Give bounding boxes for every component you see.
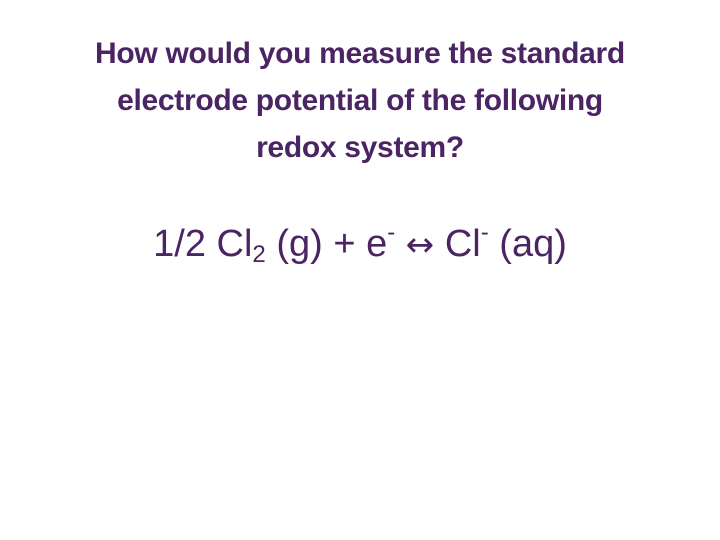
- equation-reactant-state: (g) + e: [265, 223, 388, 265]
- title-line-1: How would you measure the standard: [95, 37, 625, 70]
- product-charge: -: [480, 219, 489, 246]
- equation-product-state: (aq): [488, 223, 567, 265]
- electron-charge: -: [387, 219, 396, 246]
- title-line-3: redox system?: [256, 131, 464, 164]
- equation-subscript: 2: [252, 241, 266, 268]
- equation-coefficient: 1/2 Cl: [153, 223, 253, 265]
- equilibrium-arrow-icon: ↔: [405, 225, 435, 265]
- title-line-2: electrode potential of the following: [117, 84, 603, 117]
- redox-equation: [0, 216, 720, 273]
- equation-product: Cl: [434, 223, 481, 265]
- slide-title: [20, 30, 700, 171]
